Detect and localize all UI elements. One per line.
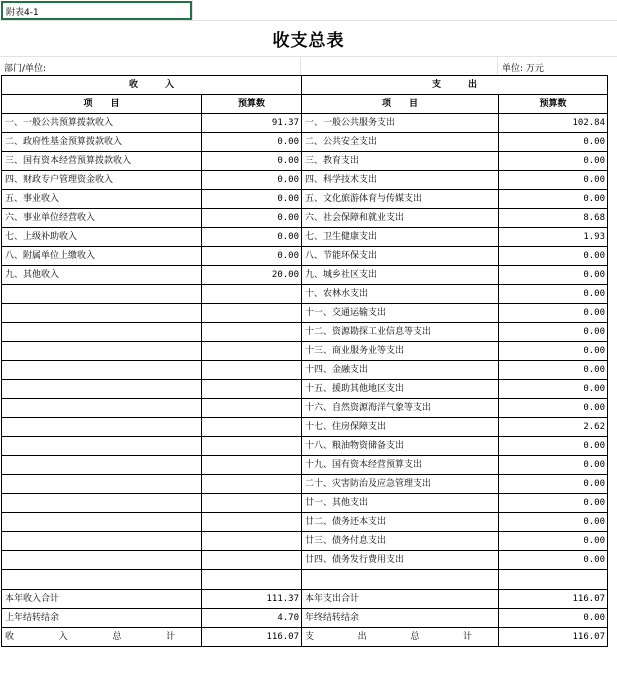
income-value-cell[interactable]: 4.70 <box>202 609 302 628</box>
expense-item-cell[interactable]: 二、公共安全支出 <box>302 133 499 152</box>
expense-item-cell[interactable]: 十六、自然资源海洋气象等支出 <box>302 399 499 418</box>
income-item-cell[interactable] <box>2 304 202 323</box>
income-item-cell[interactable]: 一、一般公共预算拨款收入 <box>2 114 202 133</box>
expense-value-cell[interactable]: 102.84 <box>499 114 608 133</box>
income-item-cell[interactable]: 八、附属单位上缴收入 <box>2 247 202 266</box>
expense-item-cell[interactable]: 十五、援助其他地区支出 <box>302 380 499 399</box>
table-row <box>2 171 608 190</box>
expense-value-cell[interactable]: 0.00 <box>499 437 608 456</box>
income-item-cell[interactable] <box>2 513 202 532</box>
table-row <box>2 437 608 456</box>
table-row <box>2 456 608 475</box>
expense-value-cell[interactable]: 116.07 <box>499 628 608 647</box>
expense-value-cell[interactable]: 0.00 <box>499 342 608 361</box>
income-value-cell[interactable]: 116.07 <box>202 628 302 647</box>
expense-item-cell[interactable]: 廿三、债务付息支出 <box>302 532 499 551</box>
table-row <box>2 609 608 628</box>
department-label: 部门/单位: <box>4 64 47 74</box>
expense-item-cell[interactable]: 廿二、债务还本支出 <box>302 513 499 532</box>
expense-budget-header[interactable]: 预算数 <box>499 95 608 114</box>
selected-cell[interactable]: 附表4-1 <box>1 1 192 20</box>
income-value-cell[interactable]: 0.00 <box>202 209 302 228</box>
income-item-cell[interactable]: 三、国有资本经营预算拨款收入 <box>2 152 202 171</box>
table-row <box>2 247 608 266</box>
expense-item-cell[interactable]: 十三、商业服务业等支出 <box>302 342 499 361</box>
table-row <box>2 551 608 570</box>
table-row <box>2 266 608 285</box>
expense-item-cell[interactable]: 十七、住房保障支出 <box>302 418 499 437</box>
table-row <box>2 323 608 342</box>
income-item-cell[interactable] <box>2 361 202 380</box>
table-row <box>2 570 608 590</box>
expense-value-cell[interactable]: 0.00 <box>499 171 608 190</box>
expense-value-cell[interactable]: 0.00 <box>499 399 608 418</box>
income-value-cell[interactable] <box>202 285 302 304</box>
table-row <box>2 380 608 399</box>
income-value-cell[interactable] <box>202 342 302 361</box>
income-item-cell[interactable]: 收入总计 <box>2 628 202 647</box>
expense-value-cell[interactable]: 0.00 <box>499 513 608 532</box>
income-value-cell[interactable] <box>202 323 302 342</box>
table-row <box>2 513 608 532</box>
income-item-cell[interactable] <box>2 399 202 418</box>
income-section-header[interactable]: 收 入 <box>2 76 302 95</box>
expense-item-cell[interactable]: 本年支出合计 <box>302 590 499 609</box>
income-item-cell[interactable]: 九、其他收入 <box>2 266 202 285</box>
expense-value-cell[interactable]: 0.00 <box>499 380 608 399</box>
expense-value-cell[interactable]: 0.00 <box>499 247 608 266</box>
expense-value-cell[interactable]: 0.00 <box>499 304 608 323</box>
table-row <box>2 628 608 647</box>
income-value-cell[interactable] <box>202 494 302 513</box>
income-value-cell[interactable]: 91.37 <box>202 114 302 133</box>
table-row <box>2 228 608 247</box>
expense-value-cell[interactable]: 0.00 <box>499 361 608 380</box>
income-item-cell[interactable]: 上年结转结余 <box>2 609 202 628</box>
income-item-cell[interactable] <box>2 418 202 437</box>
expense-value-cell[interactable]: 8.68 <box>499 209 608 228</box>
expense-item-cell[interactable]: 廿四、债务发行费用支出 <box>302 551 499 570</box>
empty-cell[interactable] <box>2 570 202 590</box>
income-value-cell[interactable] <box>202 532 302 551</box>
expense-value-cell[interactable]: 0.00 <box>499 475 608 494</box>
income-value-cell[interactable]: 111.37 <box>202 590 302 609</box>
income-value-cell[interactable] <box>202 513 302 532</box>
expense-item-cell[interactable]: 十二、资源勘探工业信息等支出 <box>302 323 499 342</box>
expense-item-cell[interactable]: 十一、交通运输支出 <box>302 304 499 323</box>
expense-value-cell[interactable]: 0.00 <box>499 609 608 628</box>
expense-value-cell[interactable]: 0.00 <box>499 532 608 551</box>
income-item-cell[interactable]: 本年收入合计 <box>2 590 202 609</box>
income-value-cell[interactable]: 0.00 <box>202 133 302 152</box>
income-value-cell[interactable] <box>202 399 302 418</box>
expense-value-cell[interactable]: 0.00 <box>499 266 608 285</box>
table-row <box>2 399 608 418</box>
expense-item-cell[interactable]: 年终结转结余 <box>302 609 499 628</box>
expense-item-cell[interactable]: 三、教育支出 <box>302 152 499 171</box>
income-value-cell[interactable]: 0.00 <box>202 247 302 266</box>
gridline <box>0 20 617 21</box>
table-row <box>2 285 608 304</box>
income-item-cell[interactable]: 五、事业收入 <box>2 190 202 209</box>
income-value-cell[interactable] <box>202 304 302 323</box>
table-row <box>2 133 608 152</box>
income-value-cell[interactable]: 0.00 <box>202 228 302 247</box>
expense-value-cell[interactable]: 0.00 <box>499 133 608 152</box>
expense-value-cell[interactable]: 0.00 <box>499 190 608 209</box>
expense-item-cell[interactable]: 六、社会保障和就业支出 <box>302 209 499 228</box>
income-budget-header[interactable]: 预算数 <box>202 95 302 114</box>
expense-item-cell[interactable]: 二十、灾害防治及应急管理支出 <box>302 475 499 494</box>
table-row <box>2 494 608 513</box>
expense-item-cell[interactable]: 八、节能环保支出 <box>302 247 499 266</box>
table-row <box>2 304 608 323</box>
income-item-cell[interactable] <box>2 437 202 456</box>
income-item-cell[interactable] <box>2 532 202 551</box>
expense-item-cell[interactable]: 一、一般公共服务支出 <box>302 114 499 133</box>
empty-cell[interactable] <box>302 570 499 590</box>
expense-value-cell[interactable]: 0.00 <box>499 152 608 171</box>
income-item-cell[interactable]: 四、财政专户管理资金收入 <box>2 171 202 190</box>
income-value-cell[interactable]: 20.00 <box>202 266 302 285</box>
income-item-cell[interactable] <box>2 342 202 361</box>
table-row <box>2 190 608 209</box>
income-value-cell[interactable] <box>202 418 302 437</box>
income-item-cell[interactable] <box>2 380 202 399</box>
table-row <box>2 361 608 380</box>
section-header-row <box>2 76 608 95</box>
expense-item-cell[interactable]: 七、卫生健康支出 <box>302 228 499 247</box>
income-item-header[interactable]: 项 目 <box>2 95 202 114</box>
expense-item-cell[interactable]: 九、城乡社区支出 <box>302 266 499 285</box>
income-value-cell[interactable] <box>202 437 302 456</box>
expense-value-cell[interactable]: 0.00 <box>499 323 608 342</box>
expense-item-header[interactable]: 项 目 <box>302 95 499 114</box>
expense-section-header[interactable]: 支 出 <box>302 76 608 95</box>
income-value-cell[interactable] <box>202 456 302 475</box>
gridline <box>497 56 498 75</box>
expense-value-cell[interactable]: 0.00 <box>499 494 608 513</box>
column-header-row <box>2 95 608 114</box>
income-value-cell[interactable] <box>202 551 302 570</box>
expense-value-cell[interactable]: 116.07 <box>499 590 608 609</box>
income-item-cell[interactable] <box>2 551 202 570</box>
income-item-cell[interactable] <box>2 475 202 494</box>
table-row <box>2 590 608 609</box>
table-row <box>2 209 608 228</box>
table-row <box>2 418 608 437</box>
table-row <box>2 114 608 133</box>
income-value-cell[interactable]: 0.00 <box>202 190 302 209</box>
expense-item-cell[interactable]: 十九、国有资本经营预算支出 <box>302 456 499 475</box>
table-row <box>2 342 608 361</box>
expense-item-cell[interactable]: 四、科学技术支出 <box>302 171 499 190</box>
income-item-cell[interactable] <box>2 494 202 513</box>
income-value-cell[interactable]: 0.00 <box>202 171 302 190</box>
empty-cell[interactable] <box>202 570 302 590</box>
expense-value-cell[interactable]: 0.00 <box>499 456 608 475</box>
income-item-cell[interactable] <box>2 323 202 342</box>
expense-item-cell[interactable]: 十、农林水支出 <box>302 285 499 304</box>
expense-item-cell[interactable]: 支出总计 <box>302 628 499 647</box>
expense-item-cell[interactable]: 十四、金融支出 <box>302 361 499 380</box>
income-value-cell[interactable]: 0.00 <box>202 152 302 171</box>
table-row <box>2 532 608 551</box>
table-row <box>2 475 608 494</box>
income-value-cell[interactable] <box>202 475 302 494</box>
expense-value-cell[interactable]: 2.62 <box>499 418 608 437</box>
expense-value-cell[interactable]: 1.93 <box>499 228 608 247</box>
gridline <box>192 0 193 20</box>
income-item-cell[interactable]: 二、政府性基金预算拨款收入 <box>2 133 202 152</box>
expense-item-cell[interactable]: 五、文化旅游体育与传媒支出 <box>302 190 499 209</box>
gridline <box>0 56 617 57</box>
table-row <box>2 152 608 171</box>
unit-label: 单位: 万元 <box>502 64 544 74</box>
empty-cell[interactable] <box>499 570 608 590</box>
income-value-cell[interactable] <box>202 361 302 380</box>
income-item-cell[interactable] <box>2 285 202 304</box>
expense-value-cell[interactable]: 0.00 <box>499 551 608 570</box>
page-title: 收支总表 <box>272 31 345 51</box>
budget-summary-table <box>1 75 608 647</box>
income-item-cell[interactable] <box>2 456 202 475</box>
income-value-cell[interactable] <box>202 380 302 399</box>
expense-item-cell[interactable]: 十八、粮油物资储备支出 <box>302 437 499 456</box>
income-item-cell[interactable]: 七、上级补助收入 <box>2 228 202 247</box>
income-item-cell[interactable]: 六、事业单位经营收入 <box>2 209 202 228</box>
expense-item-cell[interactable]: 廿一、其他支出 <box>302 494 499 513</box>
gridline <box>300 56 301 75</box>
expense-value-cell[interactable]: 0.00 <box>499 285 608 304</box>
